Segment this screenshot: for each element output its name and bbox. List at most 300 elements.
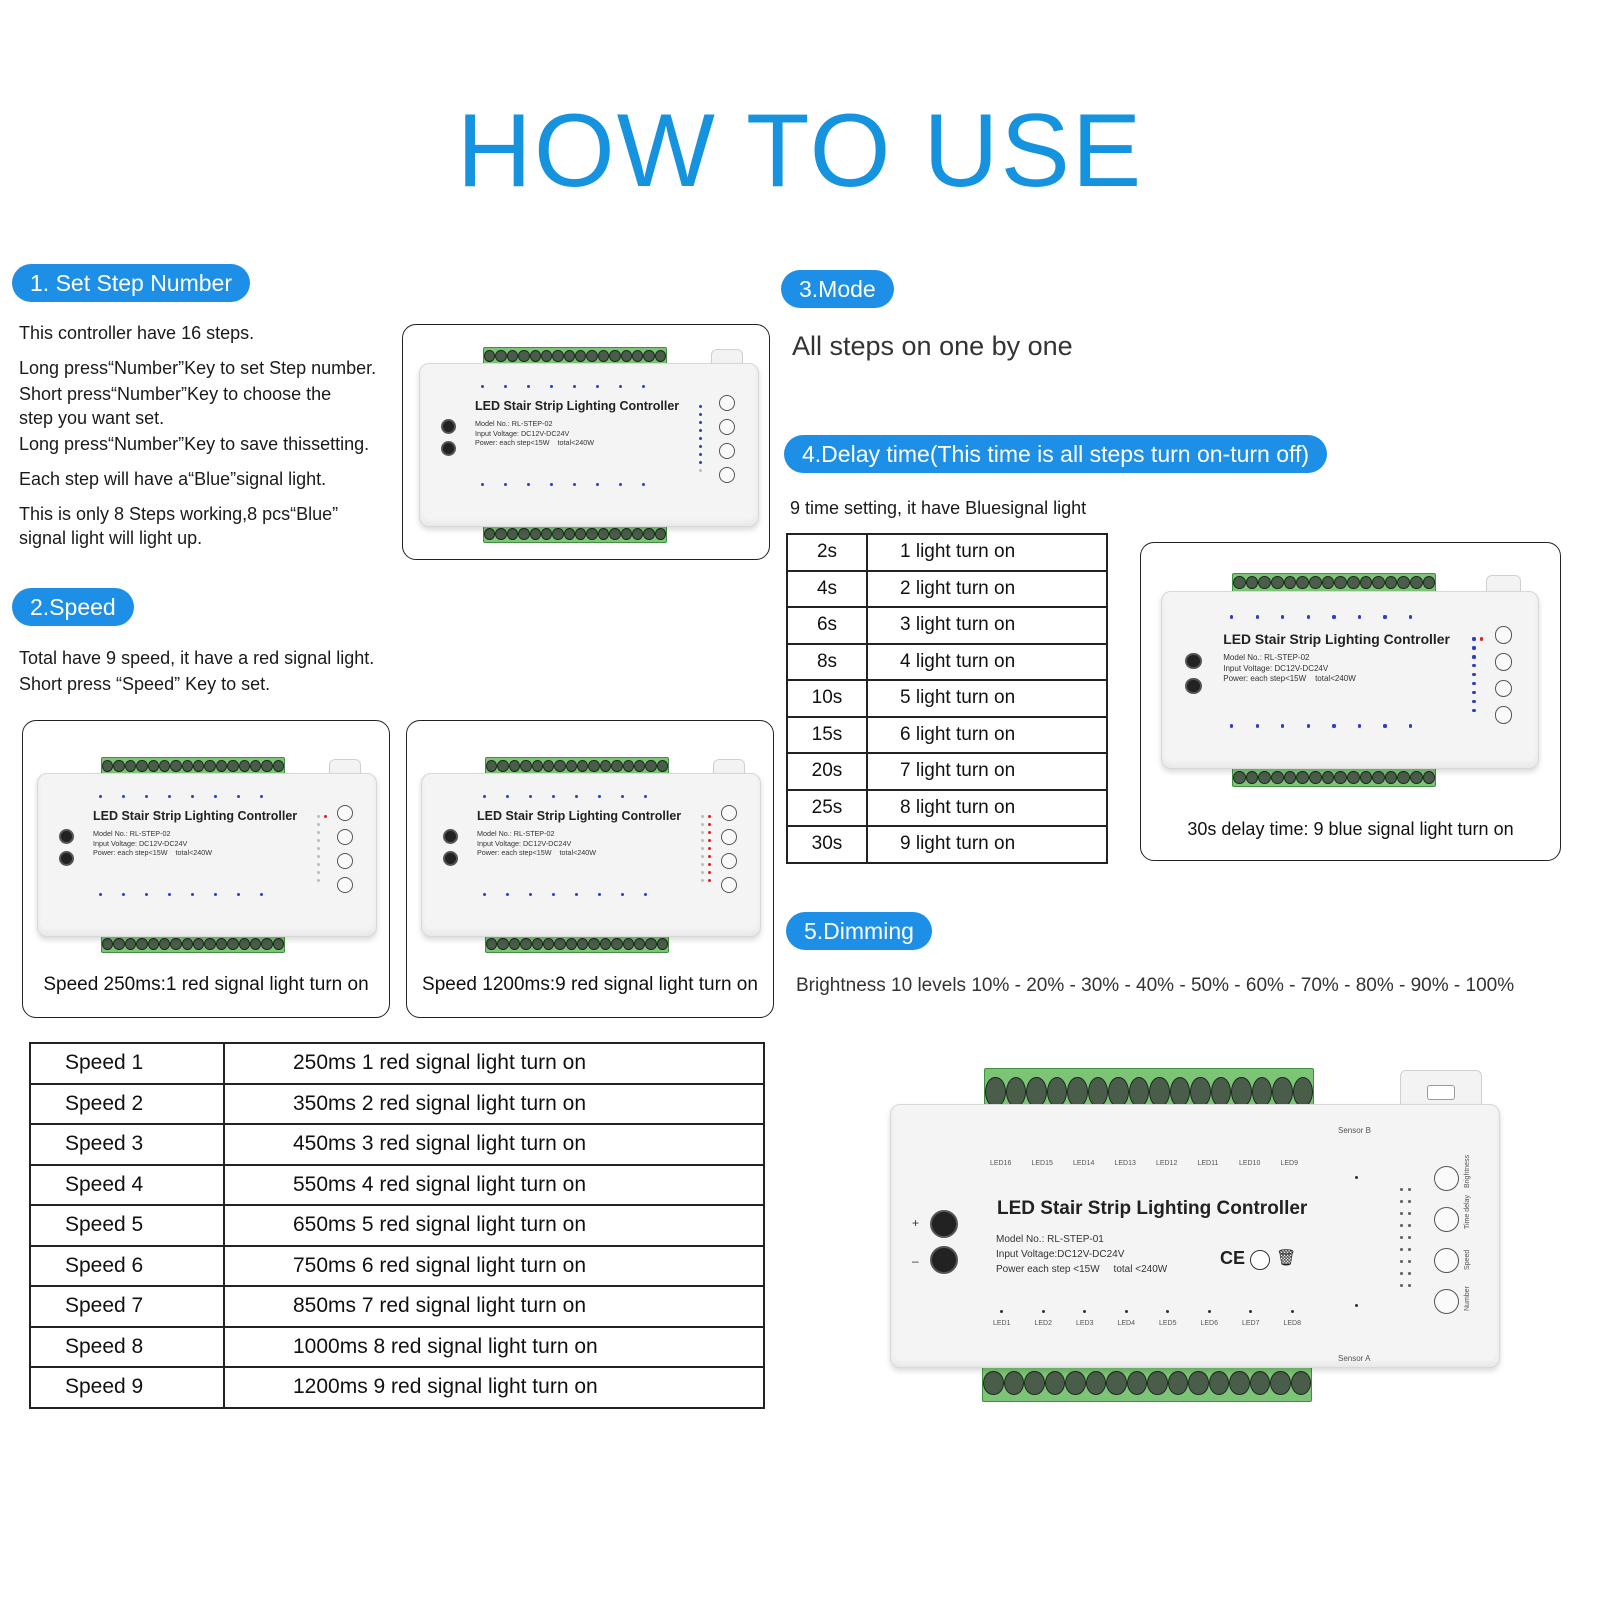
control-button [719, 467, 735, 483]
screw-terminal [1006, 1077, 1027, 1108]
red-signal-light [708, 847, 711, 850]
signal-light-dot [1400, 1260, 1403, 1263]
red-signal-light [706, 405, 709, 408]
screw-terminal [543, 760, 554, 772]
led-indicator-dot [552, 893, 555, 896]
signal-light-dot [1408, 1212, 1411, 1215]
blue-signal-light [317, 855, 320, 858]
screw-terminal [1296, 576, 1309, 589]
screw-terminal [643, 350, 654, 362]
led-indicator-dot [1042, 1310, 1045, 1313]
led-port-label: LED15 [1031, 1160, 1053, 1167]
led-indicator-dot [1281, 724, 1284, 727]
table-row [30, 1367, 764, 1408]
control-button [337, 805, 353, 821]
screw-terminal [586, 528, 597, 540]
blue-signal-light [701, 831, 704, 834]
table-row [30, 1084, 764, 1125]
red-signal-light [708, 863, 711, 866]
blue-signal-light [699, 469, 702, 472]
screw-terminal [1250, 1371, 1271, 1395]
led-indicator-dot [1208, 1310, 1211, 1313]
screw-terminal [1106, 1371, 1127, 1395]
screw-terminal [1088, 1077, 1109, 1108]
table-cell-key: 25s [787, 790, 867, 827]
screw-terminal [577, 938, 588, 950]
sensor-a-label: Sensor A [1338, 1354, 1371, 1363]
led-indicator-dot [99, 893, 102, 896]
screw-terminal [182, 760, 193, 772]
sensor-b-label: Sensor B [1338, 1126, 1371, 1135]
screw-terminal [564, 528, 575, 540]
screw-terminal [1397, 576, 1410, 589]
terminal-block-bottom [485, 935, 669, 953]
screw-terminal [632, 350, 643, 362]
screw-terminal [1086, 1371, 1107, 1395]
table-row [787, 680, 1107, 717]
controller-name: LED Stair Strip Lighting Controller [997, 1198, 1308, 1219]
screw-terminal [621, 350, 632, 362]
screw-terminal [1170, 1077, 1191, 1108]
screw-terminal [216, 938, 227, 950]
screw-terminal [611, 760, 622, 772]
screw-terminal [532, 938, 543, 950]
rohs-icon [1250, 1250, 1270, 1270]
screw-terminal [1270, 1371, 1291, 1395]
table-cell-key: 30s [787, 826, 867, 863]
ce-mark: CE [1220, 1248, 1246, 1268]
led-indicator-dot [122, 893, 125, 896]
table-row [787, 753, 1107, 790]
blue-signal-light [317, 823, 320, 826]
screw-terminal [632, 528, 643, 540]
button-label: Number [1464, 1286, 1471, 1311]
red-signal-light [324, 863, 327, 866]
red-signal-light [708, 831, 711, 834]
screw-terminal [216, 760, 227, 772]
blue-signal-light [701, 823, 704, 826]
screw-terminal [1147, 1371, 1168, 1395]
speed-1200-image-frame [406, 720, 774, 1018]
signal-light-dot [1408, 1260, 1411, 1263]
screw-terminal [575, 350, 586, 362]
screw-terminal [518, 350, 529, 362]
control-button [719, 419, 735, 435]
table-cell-key: Speed 8 [30, 1327, 224, 1368]
screw-terminal [148, 938, 159, 950]
blue-signal-light [1472, 646, 1475, 649]
screw-terminal [1004, 1371, 1025, 1395]
speed-table [29, 1042, 765, 1409]
speed-text-line: Total have 9 speed, it have a red signal light. [19, 648, 375, 668]
table-cell-key: 10s [787, 680, 867, 717]
power-jack-positive [443, 829, 458, 844]
screw-terminal [1211, 1077, 1232, 1108]
led-indicator-dot [598, 795, 601, 798]
led-indicator-dot [481, 385, 484, 388]
table-cell-value: 450ms 3 red signal light turn on [224, 1124, 764, 1165]
control-button [1434, 1166, 1459, 1191]
screw-terminal [1293, 1077, 1314, 1108]
blue-signal-light [701, 847, 704, 850]
control-button [1495, 706, 1513, 724]
screw-terminal [484, 528, 495, 540]
led-indicator-dot [1166, 1310, 1169, 1313]
dimming-levels-text: Brightness 10 levels 10% - 20% - 30% - 40% - 50% - 60% - 70% - 80% - 90% - 100% [796, 975, 1515, 996]
led-indicator-dot [214, 795, 217, 798]
step-number-image-frame [402, 324, 770, 560]
section-dimming-heading: 5.Dimming [786, 912, 932, 950]
screw-terminal [136, 760, 147, 772]
control-button [721, 829, 737, 845]
table-row [30, 1043, 764, 1084]
control-button [1434, 1248, 1459, 1273]
screw-terminal [577, 760, 588, 772]
screw-terminal [1026, 1077, 1047, 1108]
controller-specs: Model No.: RL-STEP-02 Input Voltage: DC12V-DC24V Power: each step<15W total<240W [477, 829, 597, 858]
blue-signal-light [701, 871, 704, 874]
led-indicator-dot [529, 795, 532, 798]
mounting-hole [1427, 1085, 1455, 1100]
led-indicator-dot [1000, 1310, 1003, 1313]
table-row [787, 826, 1107, 863]
table-row [30, 1327, 764, 1368]
screw-terminal [1190, 1077, 1211, 1108]
screw-terminal [634, 760, 645, 772]
screw-terminal [657, 760, 668, 772]
screw-terminal [1385, 771, 1398, 784]
screw-terminal [1334, 771, 1347, 784]
led-indicator-dot [168, 893, 171, 896]
blue-signal-light [699, 413, 702, 416]
led-indicator-dot [99, 795, 102, 798]
screw-terminal [1372, 771, 1385, 784]
screw-terminal [113, 760, 124, 772]
led-indicator-dot [1291, 1310, 1294, 1313]
signal-light-dot [1408, 1236, 1411, 1239]
signal-light-dot [1408, 1188, 1411, 1191]
screw-terminal [1258, 576, 1271, 589]
signal-light-dot [1408, 1248, 1411, 1251]
signal-light-dot [1408, 1272, 1411, 1275]
led-indicator-dot [1083, 1310, 1086, 1313]
screw-terminal [1065, 1371, 1086, 1395]
blue-signal-light [1472, 700, 1475, 703]
table-cell-value: 7 light turn on [867, 753, 1107, 790]
signal-light-dot [1400, 1212, 1403, 1215]
screw-terminal [1272, 1077, 1293, 1108]
red-signal-light [324, 855, 327, 858]
screw-terminal [655, 528, 666, 540]
controller-name: LED Stair Strip Lighting Controller [93, 809, 298, 823]
blue-signal-light [317, 863, 320, 866]
screw-terminal [1209, 1371, 1230, 1395]
table-cell-value: 3 light turn on [867, 607, 1107, 644]
led-indicator-dot [644, 893, 647, 896]
blue-signal-light [317, 839, 320, 842]
speed-250-image-frame [22, 720, 390, 1018]
red-signal-light [706, 469, 709, 472]
table-cell-value: 5 light turn on [867, 680, 1107, 717]
led-indicator-dot [237, 795, 240, 798]
led-indicator-dot [527, 385, 530, 388]
weee-bin-icon: 🗑 [1276, 1250, 1297, 1267]
screw-terminal [1291, 1371, 1312, 1395]
led-indicator-dot [621, 795, 624, 798]
screw-terminal [1385, 576, 1398, 589]
screw-terminal [552, 528, 563, 540]
screw-terminal [1233, 576, 1246, 589]
signal-light-dot [1408, 1224, 1411, 1227]
controller-image [421, 757, 761, 951]
blue-signal-light [701, 855, 704, 858]
led-port-label: LED14 [1073, 1160, 1095, 1167]
delay-table [786, 533, 1108, 864]
screw-terminal [159, 760, 170, 772]
blue-signal-light [317, 847, 320, 850]
screw-terminal [541, 528, 552, 540]
screw-terminal [1347, 576, 1360, 589]
screw-terminal [532, 760, 543, 772]
screw-terminal [204, 760, 215, 772]
blue-signal-light [317, 879, 320, 882]
red-signal-light [706, 461, 709, 464]
control-button [1495, 653, 1513, 671]
led-indicator-dot [642, 483, 645, 486]
screw-terminal [1258, 771, 1271, 784]
screw-terminal [227, 938, 238, 950]
terminal-block-top [1232, 573, 1436, 593]
control-button [1434, 1289, 1459, 1314]
power-jack-negative [441, 441, 456, 456]
screw-terminal [530, 528, 541, 540]
blue-signal-light [699, 421, 702, 424]
blue-signal-light [699, 429, 702, 432]
step-text-line: Long press“Number”Key to save thissetting. [19, 434, 370, 454]
blue-signal-light [701, 863, 704, 866]
screw-terminal [621, 528, 632, 540]
screw-terminal [1410, 771, 1423, 784]
controller-image [419, 347, 759, 541]
led-indicator-dot [483, 893, 486, 896]
table-cell-value: 8 light turn on [867, 790, 1107, 827]
blue-signal-light [699, 453, 702, 456]
signal-light-dot [1408, 1200, 1411, 1203]
led-port-label: LED10 [1239, 1160, 1261, 1167]
table-cell-key: 4s [787, 571, 867, 608]
screw-terminal [657, 938, 668, 950]
screw-terminal [588, 938, 599, 950]
led-indicator-dot [621, 893, 624, 896]
screw-terminal [261, 938, 272, 950]
red-signal-light [708, 815, 711, 818]
screw-terminal [600, 938, 611, 950]
screw-terminal [541, 350, 552, 362]
red-signal-light [324, 847, 327, 850]
led-indicator-dot [1256, 724, 1259, 727]
screw-terminal [1127, 1371, 1148, 1395]
led-indicator-dot [260, 795, 263, 798]
led-indicator-dot [527, 483, 530, 486]
screw-terminal [170, 938, 181, 950]
red-signal-light [324, 823, 327, 826]
table-cell-key: 15s [787, 717, 867, 754]
led-port-label: LED11 [1197, 1160, 1219, 1167]
led-indicator-dot [481, 483, 484, 486]
signal-light-dot [1400, 1188, 1403, 1191]
screw-terminal [518, 528, 529, 540]
led-indicator-dot [260, 893, 263, 896]
button-label: Time delay [1464, 1195, 1471, 1229]
power-jack-positive [441, 419, 456, 434]
screw-terminal [543, 938, 554, 950]
table-row [30, 1246, 764, 1287]
blue-signal-light [699, 445, 702, 448]
screw-terminal [1296, 771, 1309, 784]
screw-terminal [1334, 576, 1347, 589]
led-indicator-dot [504, 385, 507, 388]
screw-terminal [1347, 771, 1360, 784]
led-port-label: LED3 [1076, 1320, 1094, 1327]
screw-terminal [1284, 576, 1297, 589]
led-indicator-dot [168, 795, 171, 798]
controller-name: LED Stair Strip Lighting Controller [477, 809, 682, 823]
screw-terminal [497, 938, 508, 950]
control-button [337, 853, 353, 869]
led-port-label: LED9 [1280, 1160, 1299, 1167]
table-row [30, 1286, 764, 1327]
delay-subtitle: 9 time setting, it have Bluesignal light [790, 498, 1087, 518]
speed-1200-caption: Speed 1200ms:9 red signal light turn on [422, 974, 758, 995]
screw-terminal [1397, 771, 1410, 784]
screw-terminal [193, 760, 204, 772]
step-text-line: signal light will light up. [19, 528, 203, 548]
led-port-label: LED7 [1242, 1320, 1260, 1327]
screw-terminal [1188, 1371, 1209, 1395]
table-cell-key: Speed 5 [30, 1205, 224, 1246]
table-cell-value: 1000ms 8 red signal light turn on [224, 1327, 764, 1368]
blue-signal-light [1472, 655, 1475, 658]
step-text-line: Long press“Number”Key to set Step number. [19, 358, 377, 378]
red-signal-light [706, 429, 709, 432]
screw-terminal [1129, 1077, 1150, 1108]
red-signal-light [324, 815, 327, 818]
red-signal-light [708, 839, 711, 842]
red-signal-light [708, 855, 711, 858]
table-row [787, 571, 1107, 608]
screw-terminal [611, 938, 622, 950]
section-set-step-number-heading: 1. Set Step Number [12, 264, 250, 302]
table-cell-value: 850ms 7 red signal light turn on [224, 1286, 764, 1327]
table-cell-key: Speed 1 [30, 1043, 224, 1084]
section-delay-time-heading: 4.Delay time(This time is all steps turn on-turn off) [784, 435, 1327, 473]
table-row [787, 717, 1107, 754]
table-cell-value: 550ms 4 red signal light turn on [224, 1165, 764, 1206]
led-indicator-dot [573, 385, 576, 388]
screw-terminal [250, 760, 261, 772]
table-cell-value: 1 light turn on [867, 534, 1107, 571]
led-indicator-dot [550, 385, 553, 388]
screw-terminal [148, 760, 159, 772]
step-text-line: This is only 8 Steps working,8 pcs“Blue” [19, 504, 339, 524]
led-indicator-dot [596, 385, 599, 388]
control-button [337, 829, 353, 845]
table-cell-value: 250ms 1 red signal light turn on [224, 1043, 764, 1084]
screw-terminal [1360, 576, 1373, 589]
signal-light-dot [1400, 1272, 1403, 1275]
red-signal-light [708, 871, 711, 874]
screw-terminal [634, 938, 645, 950]
screw-terminal [1309, 771, 1322, 784]
blue-signal-light [317, 815, 320, 818]
table-cell-value: 350ms 2 red signal light turn on [224, 1084, 764, 1125]
screw-terminal [1231, 1077, 1252, 1108]
screw-terminal [193, 938, 204, 950]
screw-terminal [509, 760, 520, 772]
led-indicator-dot [145, 795, 148, 798]
screw-terminal [566, 938, 577, 950]
blue-signal-light [1472, 682, 1475, 685]
led-indicator-dot [644, 795, 647, 798]
screw-terminal [645, 760, 656, 772]
blue-signal-light [699, 437, 702, 440]
screw-terminal [170, 760, 181, 772]
controller-specs: Model No.: RL-STEP-02 Input Voltage: DC12V-DC24V Power: each step<15W total<240W [1223, 653, 1356, 684]
screw-terminal [623, 760, 634, 772]
screw-terminal [495, 528, 506, 540]
step-text-line: Each step will have a“Blue”signal light. [19, 469, 327, 489]
control-button [721, 853, 737, 869]
screw-terminal [1024, 1371, 1045, 1395]
step-text-line: step you want set. [19, 408, 165, 428]
led-indicator-dot [1307, 724, 1310, 727]
screw-terminal [609, 528, 620, 540]
table-cell-key: 8s [787, 644, 867, 681]
screw-terminal [509, 938, 520, 950]
red-signal-light [324, 879, 327, 882]
blue-signal-light [699, 405, 702, 408]
screw-terminal [645, 938, 656, 950]
screw-terminal [586, 350, 597, 362]
table-cell-key: Speed 6 [30, 1246, 224, 1287]
screw-terminal [575, 528, 586, 540]
table-cell-value: 2 light turn on [867, 571, 1107, 608]
led-indicator-dot [504, 483, 507, 486]
screw-terminal [486, 938, 497, 950]
led-indicator-dot [1383, 724, 1386, 727]
signal-light-dot [1400, 1248, 1403, 1251]
delay-caption: 30s delay time: 9 blue signal light turn on [1187, 819, 1514, 839]
red-signal-light [324, 871, 327, 874]
controller-image [1161, 573, 1539, 785]
control-button [721, 877, 737, 893]
indicator-dot [1355, 1176, 1358, 1179]
blue-signal-light [1472, 691, 1475, 694]
table-cell-key: 2s [787, 534, 867, 571]
terminal-block-bottom [483, 525, 667, 543]
led-indicator-dot [122, 795, 125, 798]
screw-terminal [564, 350, 575, 362]
led-indicator-dot [642, 385, 645, 388]
blue-signal-light [1472, 709, 1475, 712]
control-button [719, 395, 735, 411]
screw-terminal [1252, 1077, 1273, 1108]
screw-terminal [609, 350, 620, 362]
screw-terminal [1372, 576, 1385, 589]
control-button [721, 805, 737, 821]
led-indicator-dot [550, 483, 553, 486]
screw-terminal [182, 938, 193, 950]
